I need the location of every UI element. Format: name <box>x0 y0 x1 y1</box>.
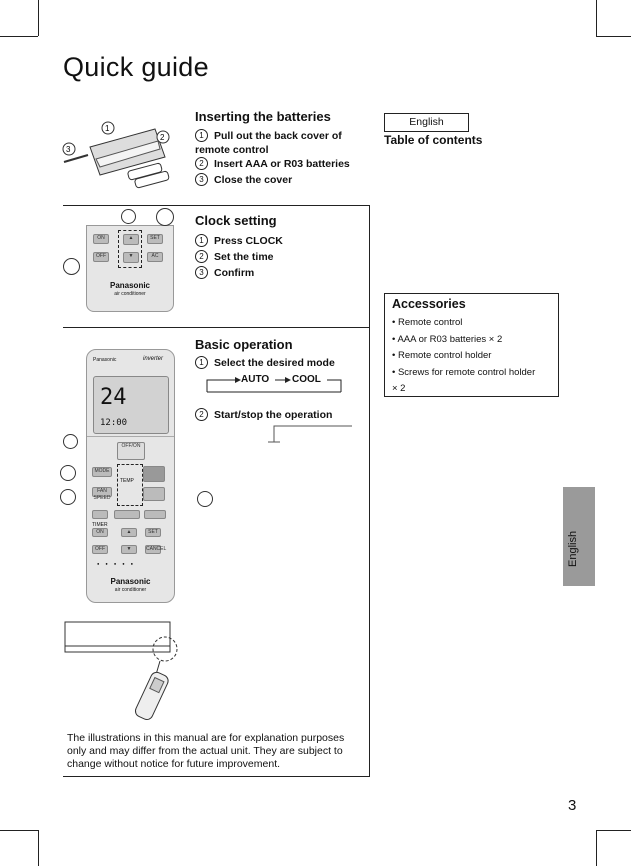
divider <box>63 205 370 206</box>
crop-mark <box>38 0 39 36</box>
clock-remote-image: ON OFF ▲ ▼ SET AC Panasonic air conditioner <box>86 225 174 312</box>
frame-line <box>369 205 370 777</box>
accessory-item: • AAA or R03 batteries × 2 <box>392 333 503 345</box>
mode-auto-label: AUTO <box>241 374 270 385</box>
crop-mark <box>38 830 39 866</box>
language-box: English <box>384 113 469 132</box>
clock-heading: Clock setting <box>195 213 277 228</box>
remote-lcd: 24 12:00 <box>93 376 169 434</box>
basic-heading: Basic operation <box>195 337 293 352</box>
accessories-box <box>384 293 559 397</box>
accessory-item: • Remote control <box>392 317 463 328</box>
mode-cycle-diagram <box>205 374 345 400</box>
battery-step-3: 3 Close the cover <box>195 173 292 187</box>
svg-text:2: 2 <box>160 133 165 142</box>
callout-circle <box>197 491 213 507</box>
callout-circle <box>121 209 136 224</box>
page-title: Quick guide <box>63 52 209 82</box>
crop-mark <box>596 830 597 866</box>
svg-text:1: 1 <box>105 124 110 133</box>
page-number: 3 <box>568 797 577 814</box>
temp-button-frame <box>117 464 143 506</box>
indoor-unit-illustration <box>63 620 183 726</box>
battery-step-2: 2 Insert AAA or R03 batteries <box>195 157 350 171</box>
svg-text:3: 3 <box>66 145 71 154</box>
crop-mark <box>0 36 38 37</box>
clock-step-2: 2 Set the time <box>195 250 274 264</box>
basic-step-1: 1 Select the desired mode <box>195 356 335 370</box>
divider <box>63 327 370 328</box>
callout-circle <box>63 434 78 449</box>
clock-step-3: 3 Confirm <box>195 266 254 280</box>
accessory-item: • Screws for remote control holder × 2 <box>392 366 536 394</box>
accessory-item: • Remote control holder <box>392 350 492 361</box>
crop-mark <box>596 36 631 37</box>
remote-control-image: Panasonic inverter 24 12:00 OFF/ON MODE FAN SPEED TEMP TIMER ON ▲ SET OFF ▼ CANCEL ●●●●● Panasonic air conditioner <box>86 349 175 603</box>
callout-circle <box>60 465 76 481</box>
crop-mark <box>596 0 597 36</box>
table-of-contents: Table of contents <box>384 133 483 147</box>
language-side-tab: English <box>563 487 595 586</box>
clock-step-1: 1 Press CLOCK <box>195 234 283 248</box>
operation-line <box>262 424 354 446</box>
illustration-note: The illustrations in this manual are for explanation purposes only and may differ from the actual unit. They are subject to change without notice for future improvement. <box>67 732 345 770</box>
callout-circle <box>60 489 76 505</box>
callout-circle <box>63 258 80 275</box>
batteries-heading: Inserting the batteries <box>195 109 331 124</box>
battery-step-1: 1 Pull out the back cover of remote control <box>195 130 342 156</box>
basic-step-2: 2 Start/stop the operation <box>195 408 332 422</box>
crop-mark <box>0 830 38 831</box>
mode-cool-label: COOL <box>292 374 321 385</box>
accessories-heading: Accessories <box>392 297 466 311</box>
divider <box>63 776 370 777</box>
crop-mark <box>596 830 631 831</box>
callout-circle <box>156 208 174 226</box>
battery-illustration <box>60 117 185 192</box>
